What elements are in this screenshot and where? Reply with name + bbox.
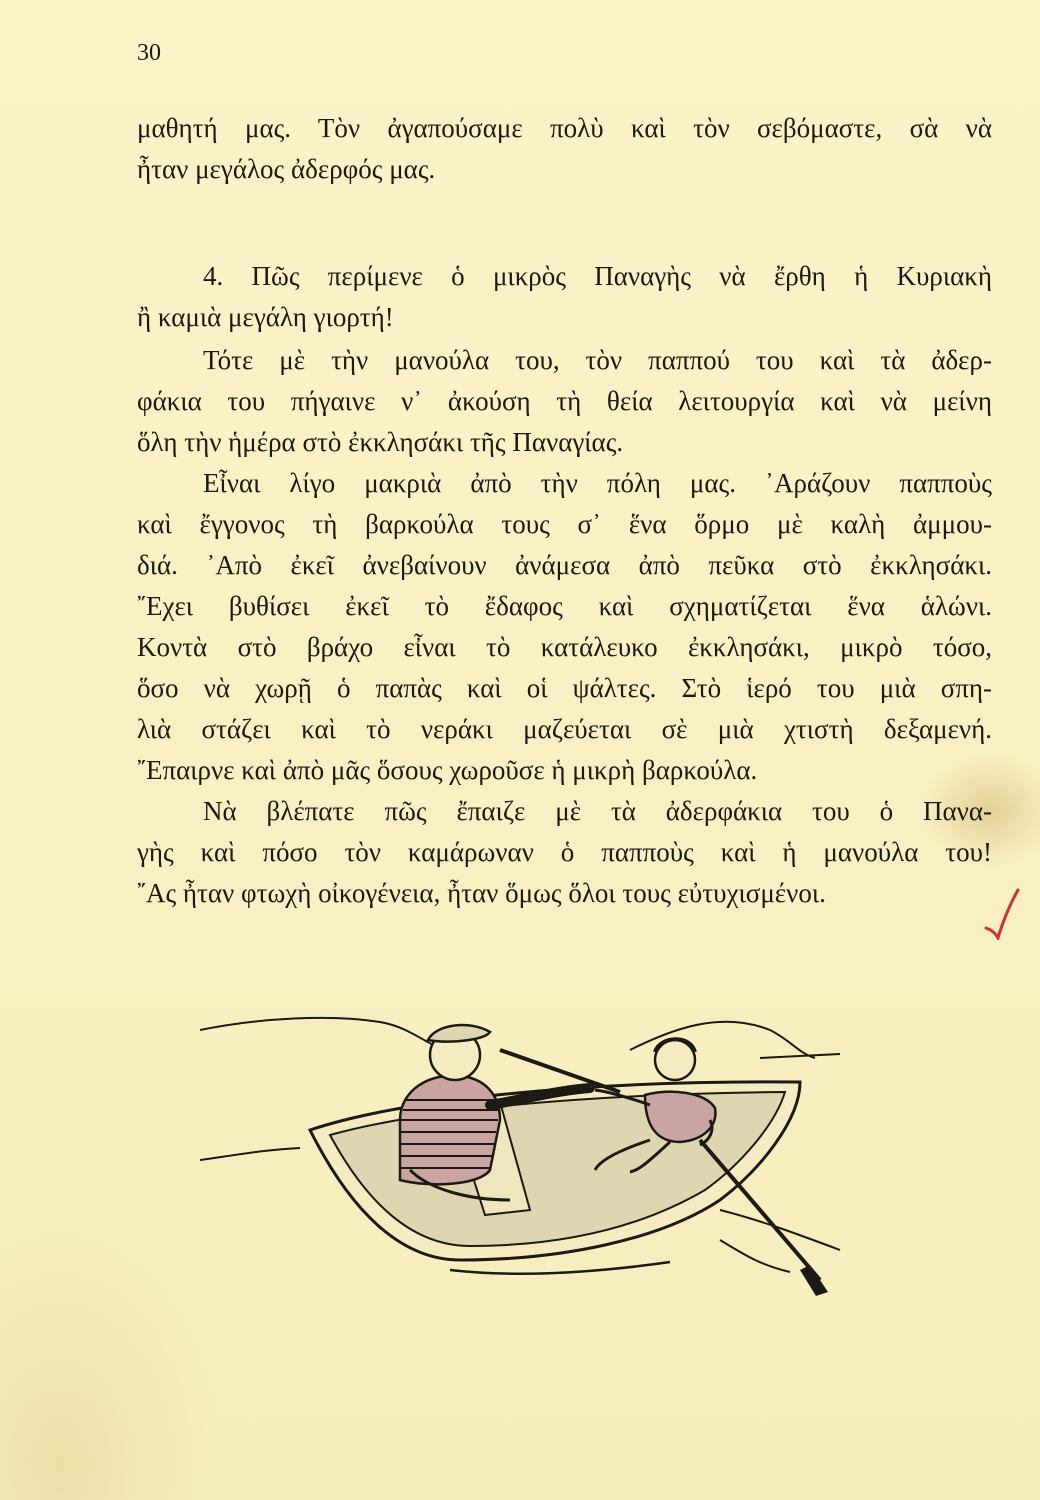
- text-line: διά. ᾽Απὸ ἐκεῖ ἀνεβαίνουν ἀνάμεσα ἀπὸ πεῦκα στὸ ἐκκλησάκι.: [137, 550, 992, 580]
- text-line: 4. Πῶς περίμενε ὁ μικρὸς Παναγὴς νὰ ἔρθη ἡ Κυριακὴ: [203, 261, 992, 291]
- text-line: φάκια του πήγαινε ν᾽ ἀκούση τὴ θεία λειτουργία καὶ νὰ μείνη: [137, 386, 992, 416]
- text-line: ῎Εχει βυθίσει ἐκεῖ τὸ ἔδαφος καὶ σχηματίζεται ἕνα ἁλώνι.: [137, 591, 992, 621]
- text-line: ὅσο νὰ χωρῇ ὁ παπὰς καὶ οἱ ψάλτες. Στὸ ἱερό του μιὰ σπη-: [137, 673, 992, 703]
- text-line: καὶ ἔγγονος τὴ βαρκούλα τους σ᾽ ἕνα ὅρμο μὲ καλὴ ἀμμου-: [137, 509, 992, 539]
- red-check-mark-icon: [982, 888, 1022, 940]
- paragraph-answer-3: [137, 791, 992, 914]
- rowing-boat-illustration: [200, 1010, 850, 1310]
- text-line: Τότε μὲ τὴν μανούλα του, τὸν παππού του καὶ τὰ ἀδερ-: [203, 345, 992, 375]
- text-line: ὅλη τὴν ἡμέρα στὸ ἐκκλησάκι τῆς Παναγίας.: [137, 427, 624, 457]
- text-line: γὴς καὶ πόσο τὸν καμάρωναν ὁ παπποὺς καὶ ἡ μανούλα του!: [137, 837, 992, 867]
- text-line: μαθητή μας. Τὸν ἀγαπούσαμε πολὺ καὶ τὸν σεβόμαστε, σὰ νὰ: [137, 113, 992, 143]
- question-4: [137, 256, 992, 338]
- paragraph-continuation: [137, 108, 992, 190]
- paragraph-answer-2: [137, 463, 992, 791]
- text-line: Κοντὰ στὸ βράχο εἶναι τὸ κατάλευκο ἐκκλησάκι, μικρὸ τόσο,: [137, 632, 992, 662]
- text-line: λιὰ στάζει καὶ τὸ νεράκι μαζεύεται σὲ μιὰ χτιστὴ δεξαμενή.: [137, 714, 992, 744]
- text-line: ἦταν μεγάλος ἀδερφός μας.: [137, 154, 436, 184]
- text-line: Νὰ βλέπατε πῶς ἔπαιζε μὲ τὰ ἀδερφάκια του ὁ Πανα-: [203, 796, 992, 826]
- text-line: ἢ καμιὰ μεγάλη γιορτή!: [137, 302, 394, 332]
- page-number: 30: [137, 40, 161, 66]
- text-line: Εἶναι λίγο μακριὰ ἀπὸ τὴν πόλη μας. ᾽Αράζουν παπποὺς: [203, 468, 992, 498]
- text-line: ῎Ας ἦταν φτωχὴ οἰκογένεια, ἦταν ὅμως ὅλοι τους εὐτυχισμένοι.: [137, 878, 826, 908]
- text-line: ῎Επαιρνε καὶ ἀπὸ μᾶς ὅσους χωροῦσε ἡ μικρὴ βαρκούλα.: [137, 755, 758, 785]
- paragraph-answer-1: [137, 340, 992, 463]
